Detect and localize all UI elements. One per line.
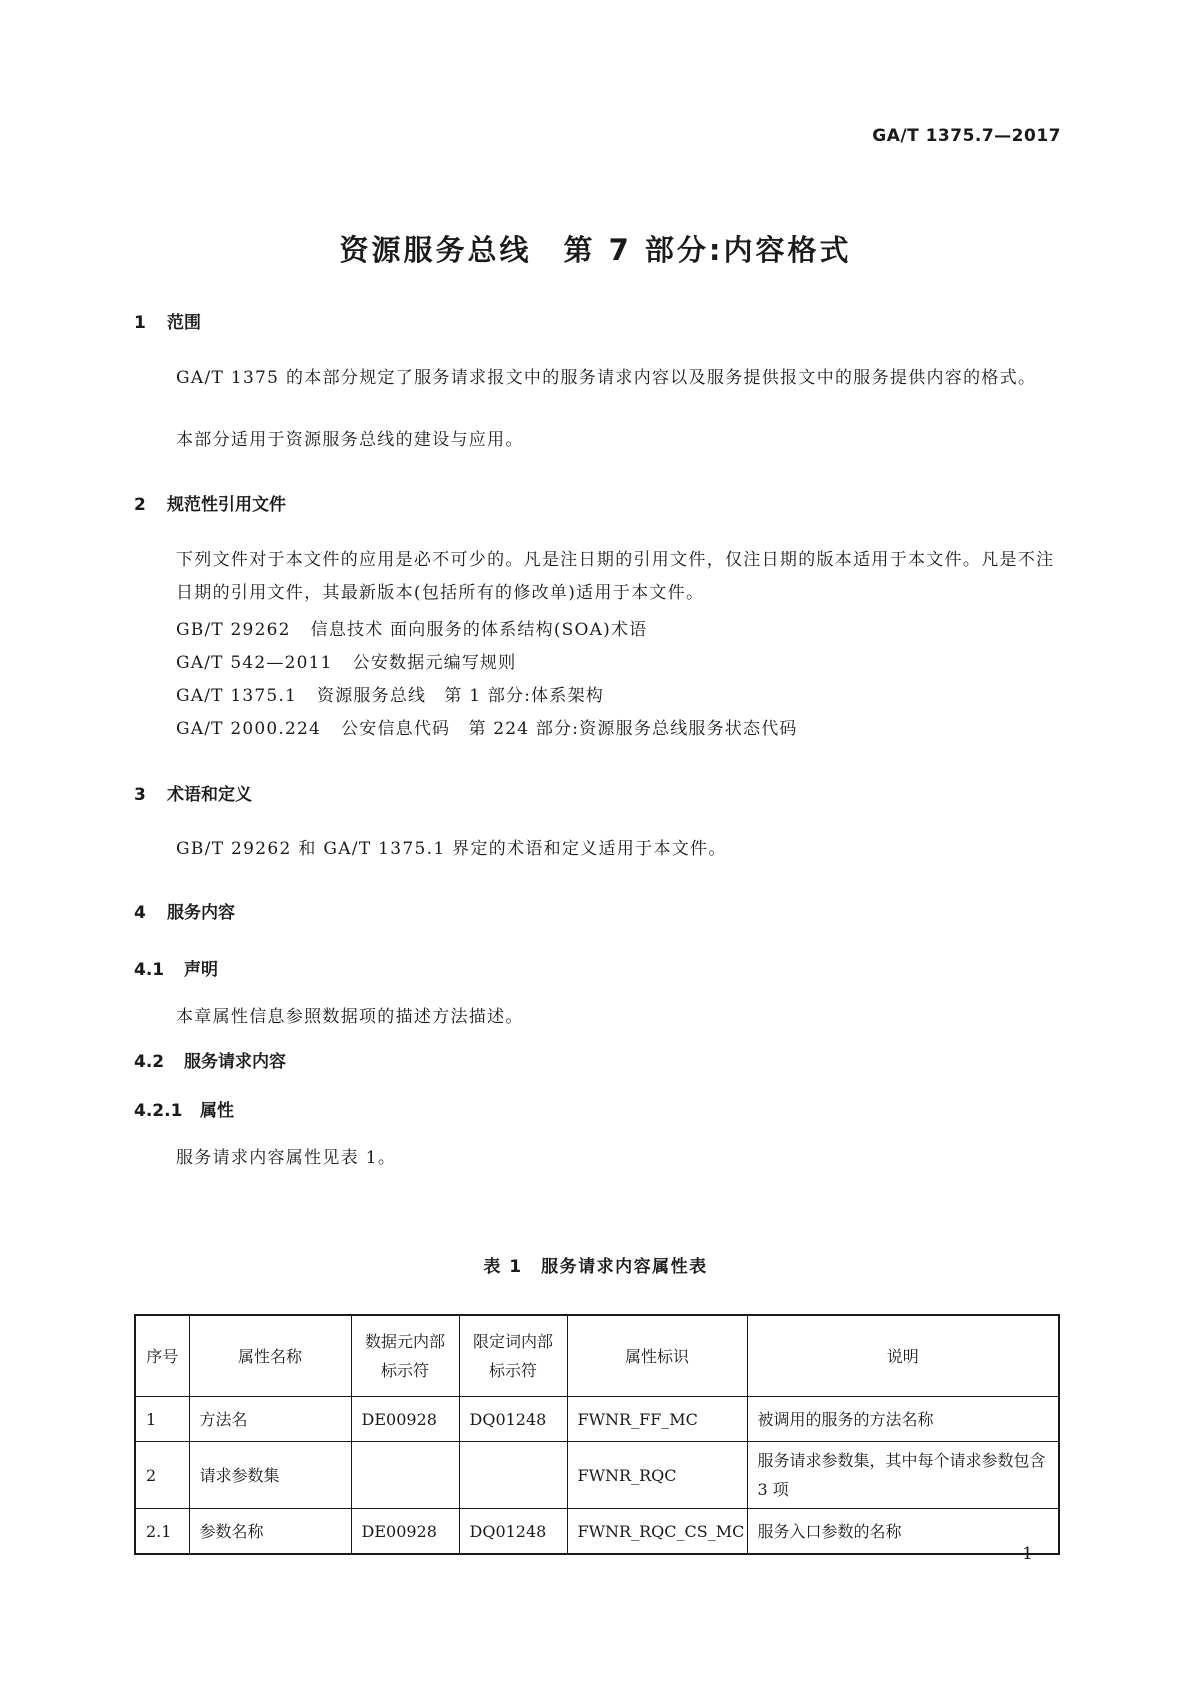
table-header-row bbox=[135, 1315, 1059, 1397]
table-cell: 参数名称 bbox=[189, 1509, 351, 1555]
section-number: 4 bbox=[134, 903, 146, 923]
section-1-paragraph-1 bbox=[134, 362, 1060, 395]
table-cell bbox=[351, 1442, 459, 1509]
reference-code: GB/T 29262 bbox=[176, 620, 291, 640]
table-row bbox=[135, 1509, 1059, 1555]
section-number: 2 bbox=[134, 495, 146, 515]
table-cell: 2.1 bbox=[135, 1509, 189, 1555]
table-row bbox=[135, 1442, 1059, 1509]
reference-name: 信息技术 面向服务的体系结构(SOA)术语 bbox=[310, 620, 648, 640]
reference-item bbox=[176, 681, 604, 706]
table-cell: 方法名 bbox=[189, 1397, 351, 1442]
section-title: 服务内容 bbox=[167, 903, 235, 923]
section-2-heading bbox=[134, 490, 286, 515]
section-number: 1 bbox=[134, 313, 146, 333]
header-cell-attribute-identifier: 属性标识 bbox=[567, 1315, 747, 1397]
section-title: 规范性引用文件 bbox=[167, 495, 286, 515]
table-caption: 表 1 服务请求内容属性表 bbox=[483, 1257, 708, 1277]
paragraph-text: 本部分适用于资源服务总线的建设与应用。 bbox=[176, 430, 524, 450]
table-cell: DQ01248 bbox=[459, 1397, 567, 1442]
reference-name: 资源服务总线 第 1 部分:体系架构 bbox=[317, 686, 604, 706]
reference-code: GA/T 542—2011 bbox=[176, 653, 333, 673]
table-cell: 被调用的服务的方法名称 bbox=[747, 1397, 1059, 1442]
table-cell: 2 bbox=[135, 1442, 189, 1509]
section-1-heading bbox=[134, 308, 201, 333]
reference-item bbox=[176, 648, 516, 673]
reference-item bbox=[176, 714, 798, 739]
table-cell: FWNR_FF_MC bbox=[567, 1397, 747, 1442]
reference-name: 公安信息代码 第 224 部分:资源服务总线服务状态代码 bbox=[341, 719, 798, 739]
section-title: 术语和定义 bbox=[167, 785, 252, 805]
table-cell: DE00928 bbox=[351, 1397, 459, 1442]
table-row bbox=[135, 1397, 1059, 1442]
section-3-paragraph-1 bbox=[134, 833, 1060, 866]
table-cell: DE00928 bbox=[351, 1509, 459, 1555]
document-title: 资源服务总线 第 7 部分:内容格式 bbox=[339, 233, 852, 267]
section-4-2-heading bbox=[134, 1047, 286, 1072]
table-cell: FWNR_RQC bbox=[567, 1442, 747, 1509]
header-cell-index: 序号 bbox=[135, 1315, 189, 1397]
header-cell-qualifier-id: 限定词内部标示符 bbox=[459, 1315, 567, 1397]
paragraph-text: 本章属性信息参照数据项的描述方法描述。 bbox=[176, 1007, 524, 1027]
section-number: 4.2.1 bbox=[134, 1101, 183, 1121]
table-cell bbox=[459, 1442, 567, 1509]
reference-item bbox=[176, 615, 647, 640]
standard-number: GA/T 1375.7—2017 bbox=[872, 126, 1061, 146]
section-title: 属性 bbox=[200, 1101, 234, 1121]
table-cell: 请求参数集 bbox=[189, 1442, 351, 1509]
reference-name: 公安数据元编写规则 bbox=[352, 653, 517, 673]
table-cell: 服务请求参数集，其中每个请求参数包含 3 项 bbox=[747, 1442, 1059, 1509]
section-4-1-paragraph-1 bbox=[134, 1001, 1060, 1034]
section-title: 声明 bbox=[184, 960, 218, 980]
section-4-2-1-heading bbox=[134, 1096, 234, 1121]
page-number: 1 bbox=[1022, 1544, 1033, 1564]
table-cell: FWNR_RQC_CS_MC bbox=[567, 1509, 747, 1555]
section-number: 4.1 bbox=[134, 960, 165, 980]
table-cell: 服务入口参数的名称 bbox=[747, 1509, 1059, 1555]
section-4-1-heading bbox=[134, 955, 218, 980]
table-cell: DQ01248 bbox=[459, 1509, 567, 1555]
section-title: 范围 bbox=[167, 313, 201, 333]
section-1-paragraph-2 bbox=[134, 424, 1060, 457]
section-3-heading bbox=[134, 780, 252, 805]
section-number: 3 bbox=[134, 785, 146, 805]
table-cell: 1 bbox=[135, 1397, 189, 1442]
paragraph-text: 服务请求内容属性见表 1。 bbox=[176, 1148, 397, 1168]
paragraph-text: GB/T 29262 和 GA/T 1375.1 界定的术语和定义适用于本文件。 bbox=[176, 839, 727, 859]
reference-code: GA/T 2000.224 bbox=[176, 719, 322, 739]
section-number: 4.2 bbox=[134, 1052, 165, 1072]
header-cell-data-element-id: 数据元内部标示符 bbox=[351, 1315, 459, 1397]
section-2-paragraph-1 bbox=[134, 544, 1060, 610]
header-cell-attribute-name: 属性名称 bbox=[189, 1315, 351, 1397]
section-title: 服务请求内容 bbox=[184, 1052, 286, 1072]
header-cell-description: 说明 bbox=[747, 1315, 1059, 1397]
section-4-heading bbox=[134, 898, 235, 923]
section-4-2-1-paragraph-1 bbox=[134, 1142, 1060, 1175]
service-request-attribute-table bbox=[134, 1314, 1060, 1555]
reference-code: GA/T 1375.1 bbox=[176, 686, 298, 706]
paragraph-text: GA/T 1375 的本部分规定了服务请求报文中的服务请求内容以及服务提供报文中的服务提供内容的格式。 bbox=[176, 368, 1037, 388]
paragraph-text: 下列文件对于本文件的应用是必不可少的。凡是注日期的引用文件，仅注日期的版本适用于本文件。凡是不注日期的引用文件，其最新版本(包括所有的修改单)适用于本文件。 bbox=[176, 550, 1055, 603]
